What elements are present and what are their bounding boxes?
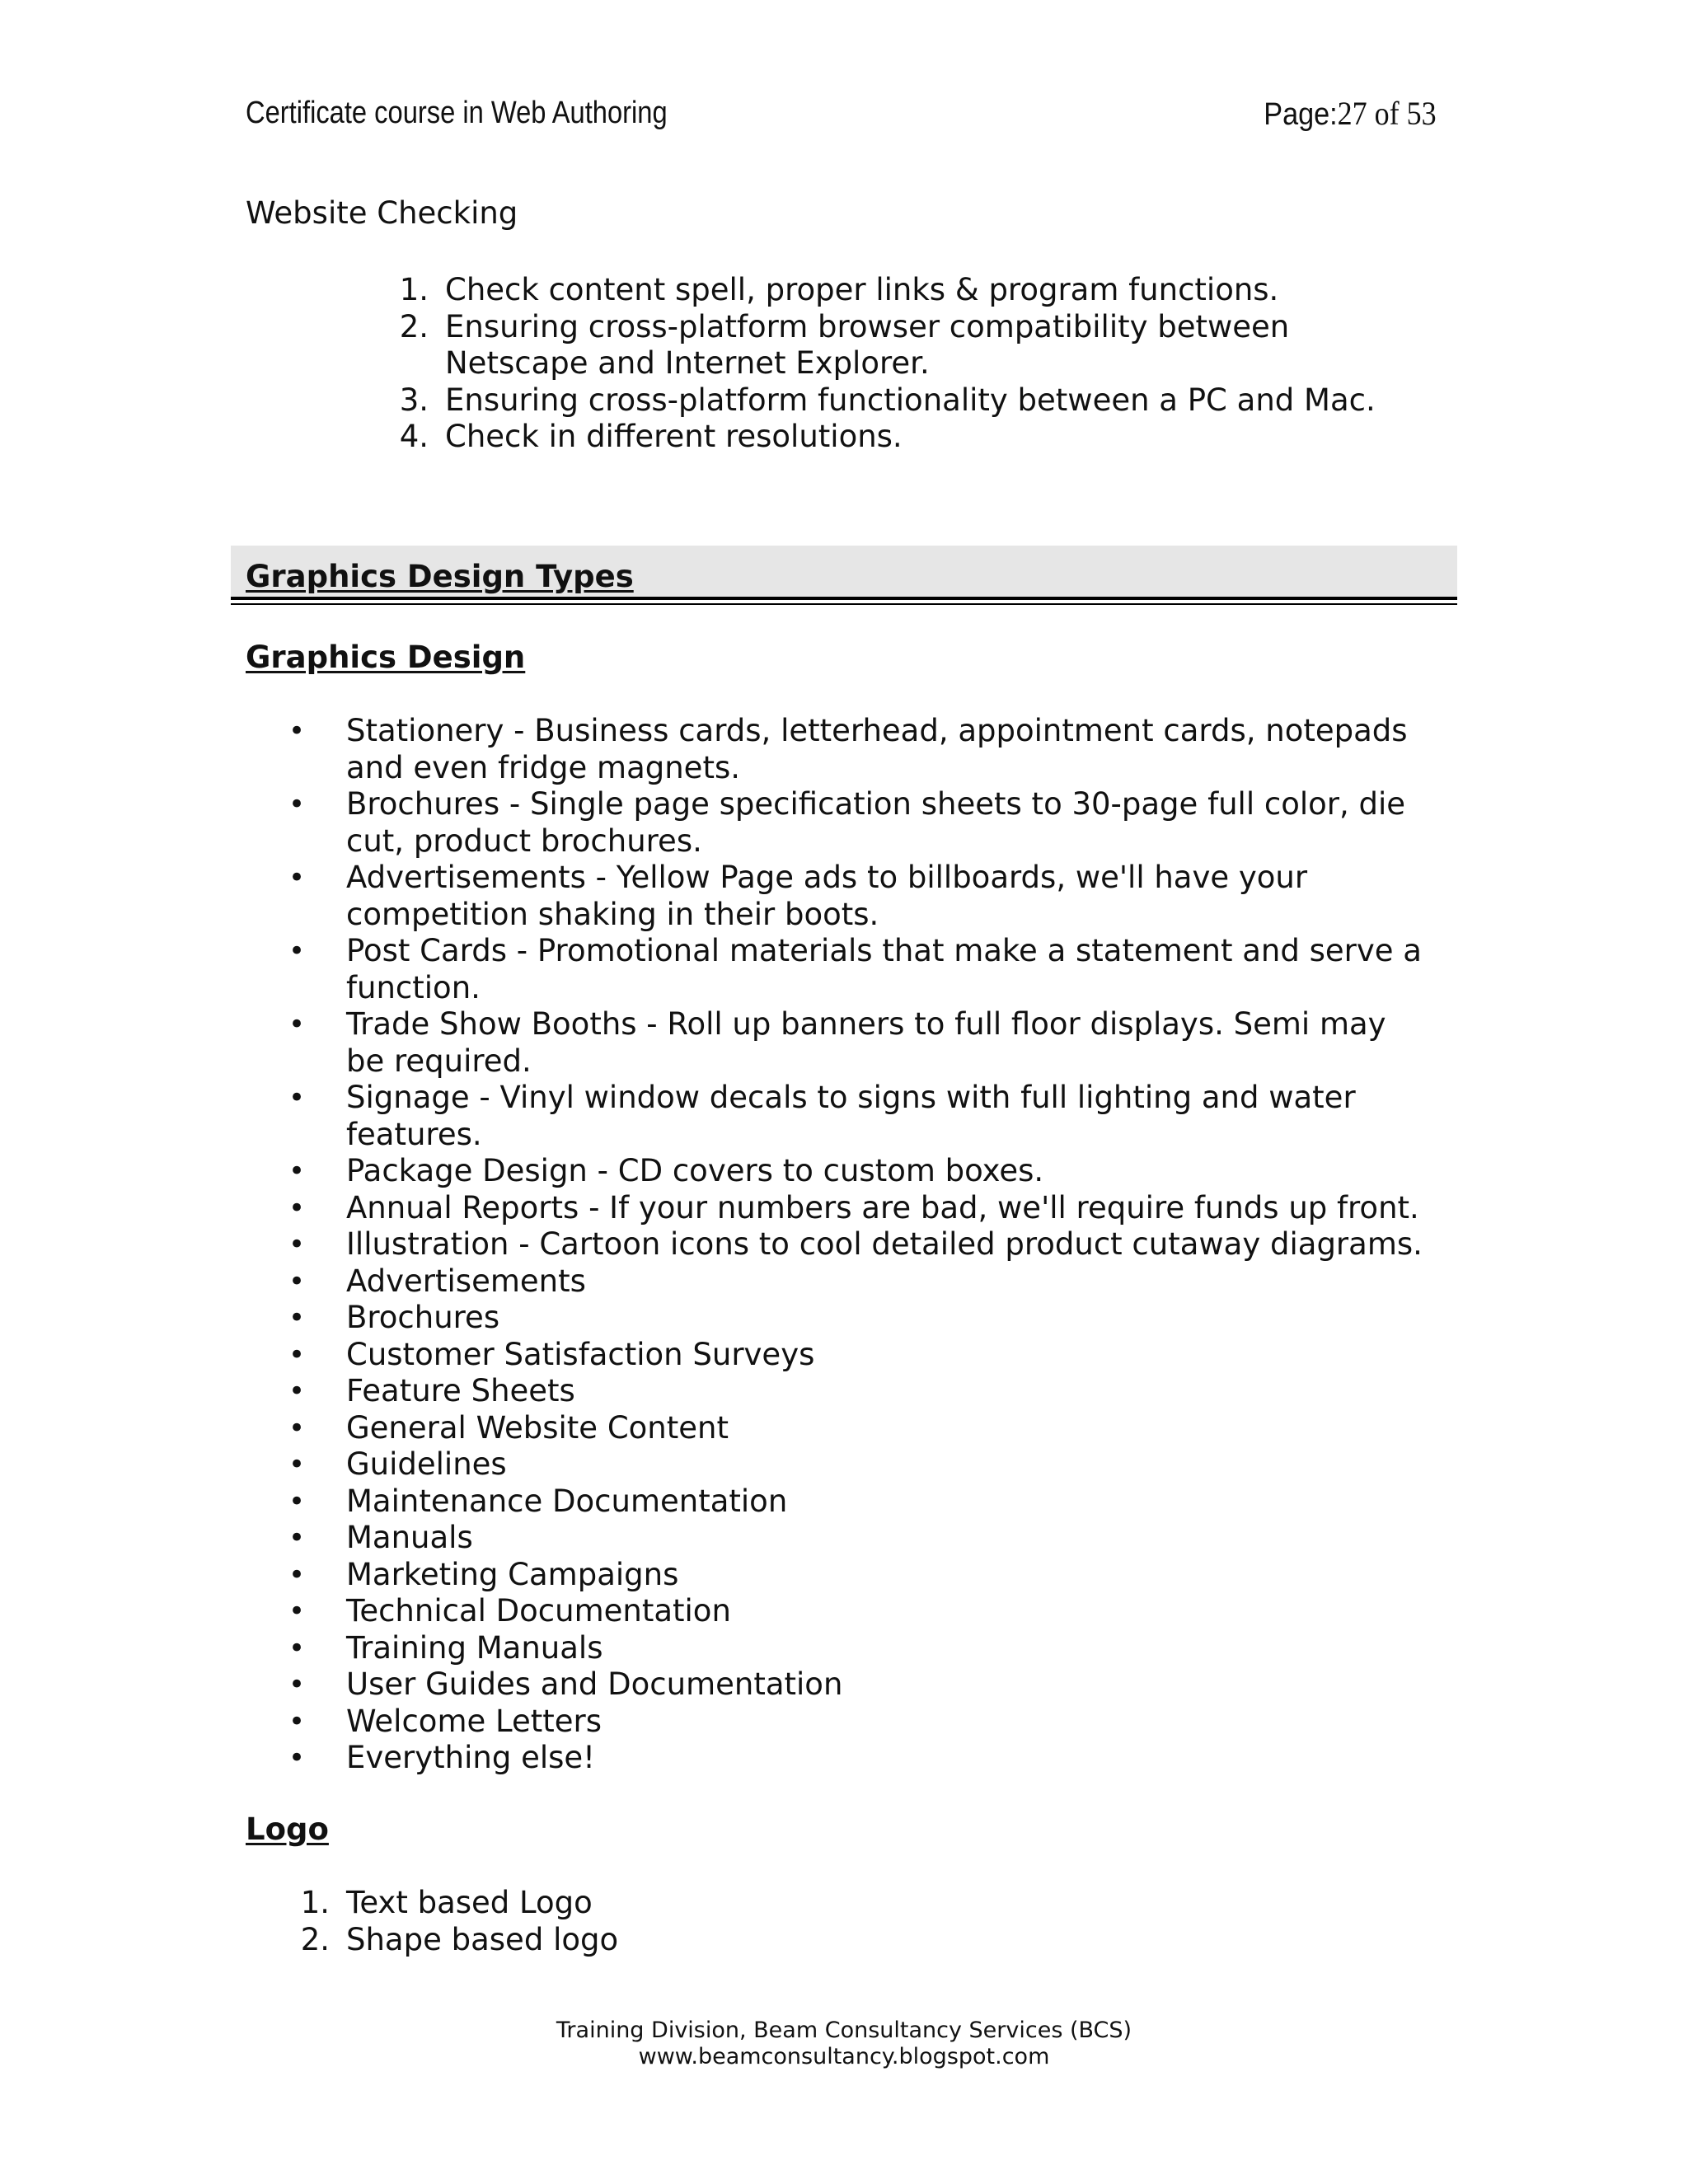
list-number: 2. [300,1921,330,1957]
list-item-text: Check in different resolutions. [445,419,903,454]
list-item-text: Illustration - Cartoon icons to cool detailed product cutaway diagrams. [346,1226,1423,1262]
footer-website: www.beamconsultancy.blogspot.com [638,2044,1050,2069]
list-item-text: Ensuring cross-platform functionality between a PC and Mac. [445,382,1376,418]
list-item [288,1263,1442,1301]
list-item [288,1483,1442,1521]
footer-organization: Training Division, Beam Consultancy Services (BCS) [556,2018,1132,2043]
list-item [288,1740,1442,1777]
list-item [288,1704,1442,1741]
logo-heading: Logo [246,1811,329,1847]
list-item-text: Advertisements [346,1263,586,1299]
list-item [288,1446,1442,1483]
list-item-text: Signage - Vinyl window decals to signs with full lighting and water [346,1080,1356,1115]
page-label: Page: [1264,97,1339,132]
list-item [288,786,1442,860]
list-item-text: Ensuring cross-platform browser compatibility between [445,308,1290,344]
bullet-icon: • [288,1704,306,1738]
list-item [387,309,1459,382]
website-checking-list [387,272,1459,456]
bullet-icon: • [288,1411,306,1445]
list-item-text: Welcome Letters [346,1703,603,1739]
list-item [288,1666,1442,1704]
list-item [288,1006,1442,1080]
list-item-text: features. [346,1116,482,1152]
list-item-text: General Website Content [346,1409,729,1446]
graphics-design-types-heading: Graphics Design Types [246,559,634,594]
bullet-icon: • [288,1191,306,1225]
list-number: 1. [300,1885,330,1920]
list-item-text: Stationery - Business cards, letterhead, appointment cards, notepads [346,713,1408,748]
logo-list [288,1885,1030,1958]
bullet-icon: • [288,715,306,748]
list-item [387,382,1459,419]
list-number: 3. [399,382,429,418]
bullet-icon: • [288,1338,306,1371]
list-item-text: Everything else! [346,1740,595,1775]
bullet-icon: • [288,1264,306,1298]
list-item [288,860,1442,933]
list-item [288,1922,1030,1959]
list-item [387,272,1459,309]
bullet-icon: • [288,861,306,894]
bullet-icon: • [288,1228,306,1261]
list-item-text: Customer Satisfaction Surveys [346,1336,815,1372]
list-item-text: Annual Reports - If your numbers are bad, we'll require funds up front. [346,1189,1419,1226]
list-item-text: Post Cards - Promotional materials that make a statement and serve a [346,933,1422,968]
page-number: 27 of 53 [1338,95,1437,132]
list-item-text: Marketing Campaigns [346,1556,679,1592]
list-item-text: Manuals [346,1520,473,1555]
list-item-text: Brochures - Single page specification sheets to 30-page full color, die [346,786,1406,822]
bullet-icon: • [288,788,306,821]
page-indicator [1264,94,1437,133]
list-item [288,933,1442,1006]
list-item [288,1410,1442,1447]
graphics-design-heading: Graphics Design [246,640,526,675]
heading-rule-thin [231,603,1457,605]
list-number: 4. [399,419,429,454]
bullet-icon: • [288,1484,306,1518]
list-item-text: Feature Sheets [346,1373,575,1408]
list-item [288,1520,1442,1557]
list-item-text: Brochures [346,1300,500,1335]
list-item [288,1080,1442,1153]
bullet-icon: • [288,1595,306,1628]
list-item-text: Guidelines [346,1446,507,1482]
list-item-text: and even fridge magnets. [346,749,740,785]
bullet-icon: • [288,1631,306,1665]
list-item [288,713,1442,786]
list-item-text: function. [346,969,481,1005]
bullet-icon: • [288,935,306,968]
list-item-text: Check content spell, proper links & program functions. [445,272,1279,307]
course-title: Certificate course in Web Authoring [246,96,668,130]
list-item [288,1557,1442,1594]
list-item-text: Technical Documentation [346,1593,731,1629]
list-item [288,1593,1442,1630]
bullet-icon: • [288,1155,306,1188]
list-item-text: competition shaking in their boots. [346,896,879,932]
list-item-text: Package Design - CD covers to custom boxes. [346,1153,1044,1188]
bullet-icon: • [288,1521,306,1554]
list-item-text: Text based Logo [346,1885,593,1920]
heading-rule-thick [231,597,1457,600]
list-item [288,1885,1030,1922]
list-item-text: cut, product brochures. [346,823,702,859]
bullet-icon: • [288,1081,306,1114]
website-checking-title: Website Checking [246,195,518,231]
bullet-icon: • [288,1375,306,1408]
list-number: 2. [399,308,429,344]
list-item-text: Shape based logo [346,1921,619,1957]
list-item [288,1630,1442,1667]
list-number: 1. [399,272,429,307]
bullet-icon: • [288,1668,306,1701]
list-item [288,1190,1442,1227]
list-item [288,1153,1442,1190]
bullet-icon: • [288,1741,306,1774]
bullet-icon: • [288,1448,306,1481]
bullet-icon: • [288,1301,306,1334]
list-item [288,1337,1442,1374]
list-item [288,1300,1442,1337]
list-item-text: Netscape and Internet Explorer. [445,345,930,381]
list-item-text: Advertisements - Yellow Page ads to billboards, we'll have your [346,860,1308,895]
list-item-text: Trade Show Booths - Roll up banners to full floor displays. Semi may [346,1006,1386,1042]
list-item [387,419,1459,456]
bullet-icon: • [288,1558,306,1591]
list-item-text: Training Manuals [346,1629,603,1666]
list-item-text: be required. [346,1043,532,1079]
list-item-text: Maintenance Documentation [346,1483,788,1519]
graphics-design-list [288,713,1442,1777]
bullet-icon: • [288,1008,306,1041]
list-item-text: User Guides and Documentation [346,1666,843,1702]
list-item [288,1373,1442,1410]
list-item [288,1226,1442,1263]
